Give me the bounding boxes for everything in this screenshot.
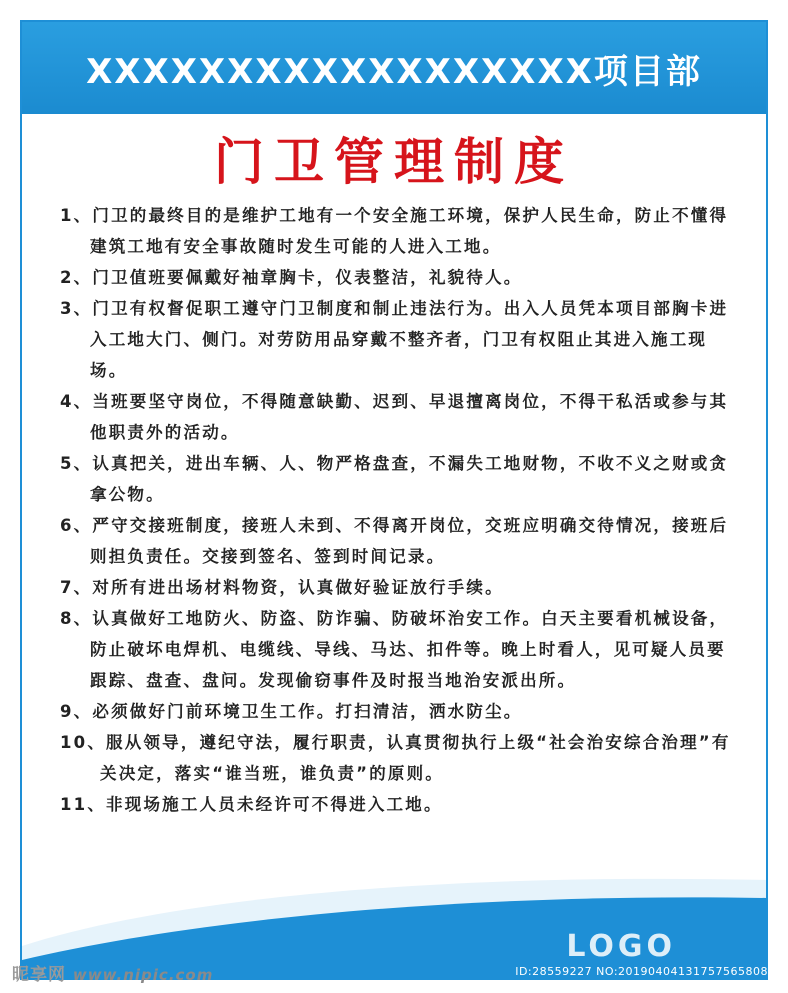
watermark-id: ID:28559227 NO:20190404131757565808 (515, 965, 768, 978)
sign-board (20, 20, 768, 980)
watermark (12, 960, 213, 985)
rule-item: 7、对所有进出场材料物资，认真做好验证放行手续。 (60, 578, 504, 597)
rule-item: 1、门卫的最终目的是维护工地有一个安全施工环境，保护人民生命，防止不懂得建筑工地有安全事故随时发生可能的人进入工地。 (60, 206, 729, 256)
watermark-url: www.nipic.com (72, 966, 214, 984)
rule-item: 5、认真把关，进出车辆、人、物严格盘查，不漏失工地财物，不收不义之财或贪拿公物。 (60, 454, 729, 504)
rule-item: 10、服从领导，遵纪守法，履行职责，认真贯彻执行上级“社会治安综合治理”有关决定，落实“谁当班，谁负责”的原则。 (60, 733, 731, 783)
rule-item: 6、严守交接班制度，接班人未到、不得离开岗位，交班应明确交待情况，接班后则担负责任。交接到签名、签到时间记录。 (60, 516, 729, 566)
project-department-title: XXXXXXXXXXXXXXXXXX项目部 (86, 51, 702, 92)
page-title: 门卫管理制度 (214, 133, 574, 191)
logo-placeholder: LOGO (566, 929, 676, 964)
header-bar (22, 22, 766, 114)
rule-item: 4、当班要坚守岗位，不得随意缺勤、迟到、早退擅离岗位，不得干私活或参与其他职责外的活动。 (60, 392, 729, 442)
rule-item: 8、认真做好工地防火、防盗、防诈骗、防破坏治安工作。白天主要看机械设备，防止破坏电焊机、电缆线、导线、马达、扣件等。晚上时看人，见可疑人员要跟踪、盘查、盘问。发现偷窃事件及时报当地治安派出所。 (60, 609, 729, 690)
rule-item: 11、非现场施工人员未经许可不得进入工地。 (60, 795, 443, 814)
watermark-site-name: 昵享网 (12, 965, 66, 985)
rule-item: 2、门卫值班要佩戴好袖章胸卡，仪表整洁，礼貌待人。 (60, 268, 523, 287)
rules-list (60, 200, 740, 820)
rule-item: 3、门卫有权督促职工遵守门卫制度和制止违法行为。出入人员凭本项目部胸卡进入工地大门、侧门。对劳防用品穿戴不整齐者，门卫有权阻止其进入施工现场。 (60, 299, 729, 380)
rule-item: 9、必须做好门前环境卫生工作。打扫清洁，洒水防尘。 (60, 702, 523, 721)
